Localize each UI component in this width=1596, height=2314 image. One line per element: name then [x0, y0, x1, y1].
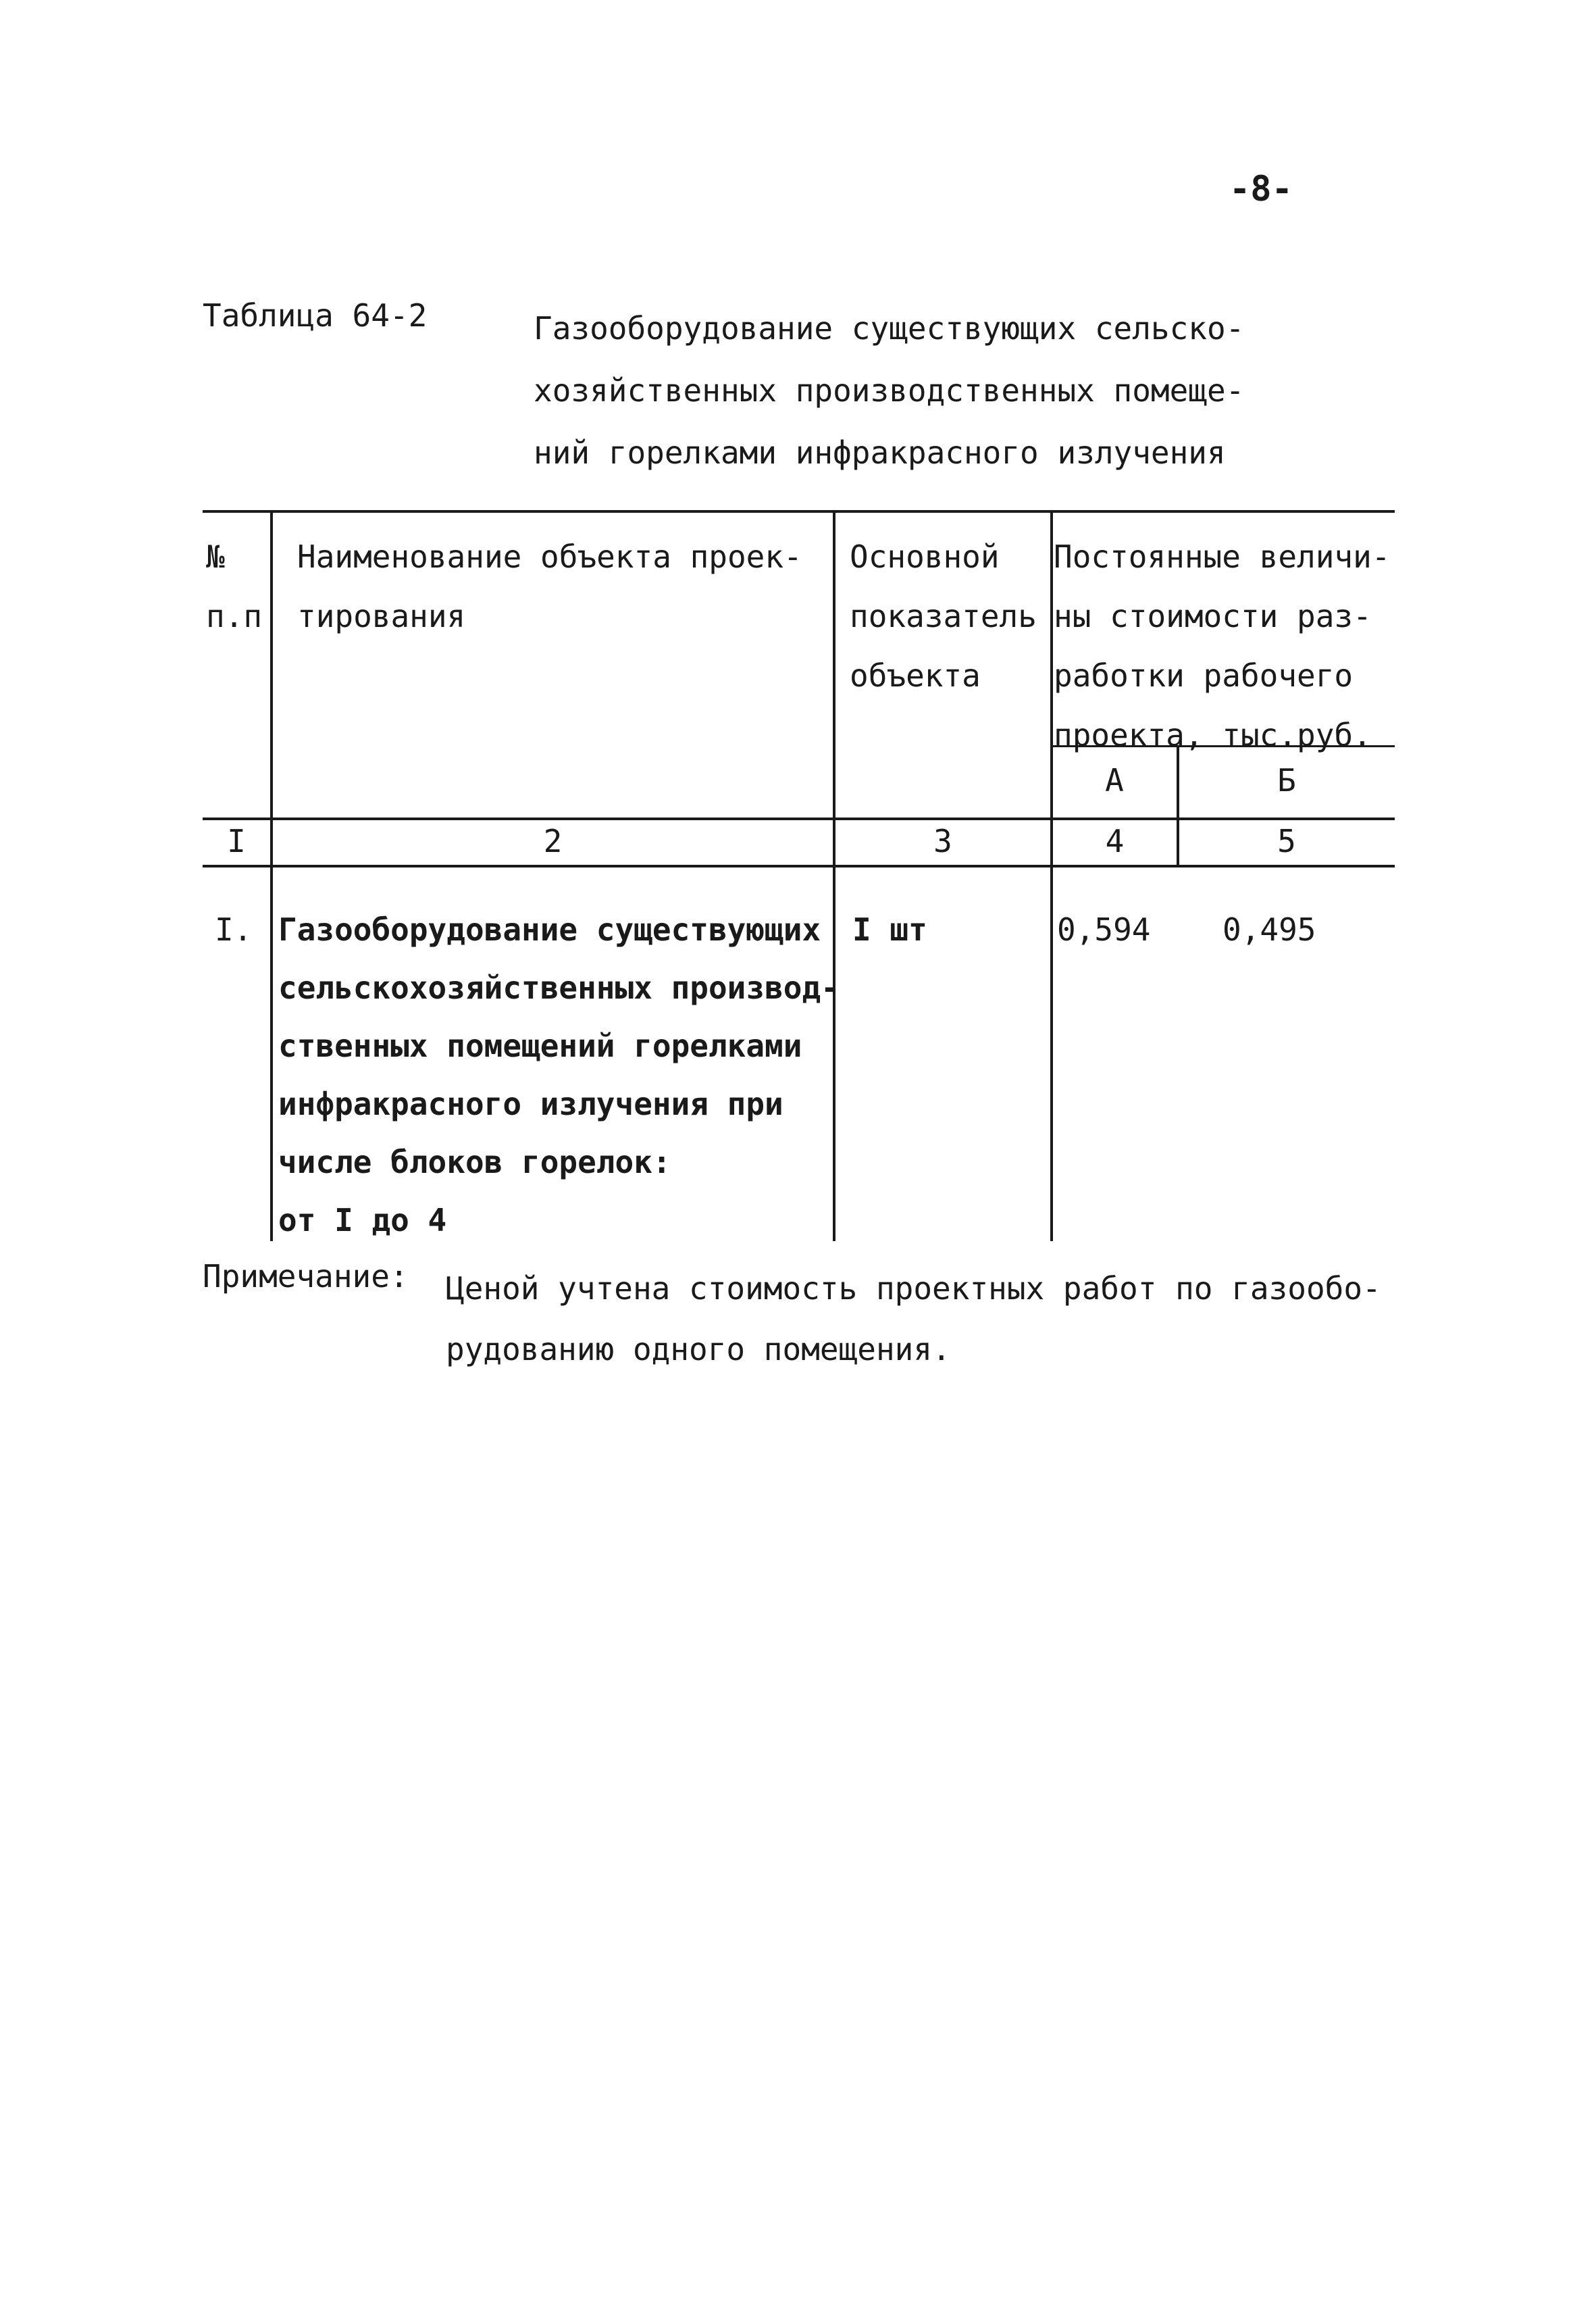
row-name-line: Газооборудование существующих	[278, 911, 821, 948]
row-name-line: от I до 4	[278, 1202, 447, 1238]
table-title-line: хозяйственных производственных помеще-	[534, 372, 1245, 409]
header-col1-line: п.п	[206, 598, 263, 634]
header-col2-line: Наименование объекта проек-	[297, 538, 802, 575]
column-number-1: I	[227, 823, 246, 859]
header-col3-line: Основной	[850, 538, 1000, 575]
table-label: Таблица 64-2	[203, 297, 428, 334]
note-line: Ценой учтена стоимость проектных работ по газообо-	[446, 1270, 1381, 1307]
header-col1-line: №	[206, 538, 225, 575]
row-name-line: числе блоков горелок:	[278, 1144, 671, 1180]
header-col45-line: Постоянные величи-	[1054, 538, 1391, 575]
table-top-rule	[203, 510, 1395, 513]
table-title-line: Газооборудование существующих сельско-	[534, 310, 1245, 347]
header-col2	[297, 527, 802, 646]
column-number-2: 2	[543, 823, 563, 859]
header-bottom-rule	[203, 818, 1395, 820]
column-numbers-rule	[203, 865, 1395, 867]
note-line: рудованию одного помещения.	[446, 1331, 951, 1367]
column-number-3: 3	[933, 823, 952, 859]
row-value-b: 0,495	[1222, 911, 1316, 948]
row-value-a: 0,594	[1057, 911, 1151, 948]
table-title	[534, 297, 1277, 484]
column-divider-1	[270, 511, 273, 1241]
header-col45-line: ны стоимости раз-	[1054, 598, 1372, 634]
header-col5-sub: Б	[1277, 762, 1296, 799]
page-number: -8-	[1229, 169, 1293, 209]
note-label: Примечание:	[203, 1258, 409, 1294]
header-col4-sub: А	[1105, 762, 1124, 799]
header-col2-line: тирования	[297, 598, 466, 634]
header-col3-line: показатель	[850, 598, 1037, 634]
row-name	[278, 901, 840, 1249]
row-name-line: инфракрасного излучения при	[278, 1086, 783, 1122]
table-title-line: ний горелками инфракрасного излучения	[534, 434, 1226, 471]
row-indicator: I шт	[852, 911, 927, 948]
header-col1	[206, 527, 262, 646]
header-col45	[1054, 527, 1391, 765]
row-number: I.	[215, 911, 253, 948]
column-divider-3	[1050, 511, 1053, 1241]
header-col3-line: объекта	[850, 657, 981, 694]
row-name-line: ственных помещений горелками	[278, 1028, 802, 1064]
note-text	[446, 1258, 1381, 1380]
header-col45-line: работки рабочего	[1054, 657, 1354, 694]
column-number-4: 4	[1105, 823, 1125, 859]
header-col3	[850, 527, 1037, 705]
column-number-5: 5	[1277, 823, 1296, 859]
header-col45-line: проекта, тыс.руб.	[1054, 717, 1372, 753]
row-name-line: сельскохозяйственных производ-	[278, 970, 840, 1006]
